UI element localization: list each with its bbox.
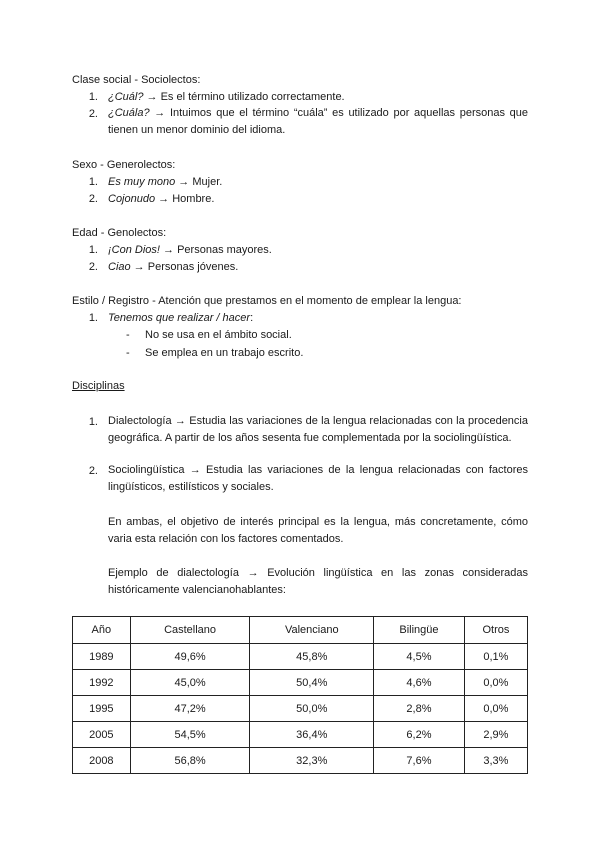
list-number: 1.: [88, 416, 98, 428]
section-heading-edad: Edad - Genolectos:: [72, 227, 167, 239]
example-phrase: ¿Cuála?: [108, 107, 150, 119]
list-number: 2.: [88, 465, 98, 477]
table-cell: 47,2%: [130, 696, 250, 722]
table-cell: 4,6%: [374, 670, 465, 696]
arrow: →: [143, 91, 161, 103]
discipline-item: Dialectología → Estudia las variaciones de la lengua relacionadas con la procedencia geográfica. A partir de los años sesenta fue complementada por la sociolingüística.: [108, 415, 528, 444]
table-cell: 2005: [73, 722, 131, 748]
item-text: Personas jóvenes.: [147, 261, 239, 273]
list-number: 1.: [88, 91, 98, 103]
item-text: Mujer.: [192, 176, 223, 188]
column-header: Año: [73, 617, 131, 644]
list-item: [108, 175, 222, 189]
column-header: Castellano: [130, 617, 250, 644]
list-item: [108, 311, 253, 325]
table-cell: 0,1%: [464, 644, 527, 670]
example-phrase: ¿Cuál?: [108, 91, 144, 103]
sub-item: Se emplea en un trabajo escrito.: [145, 347, 304, 359]
table-cell: 49,6%: [130, 644, 250, 670]
list-number: 2.: [88, 193, 98, 205]
table-row: [73, 696, 528, 722]
discipline-item: Sociolingüística → Estudia las variaciones de la lengua relacionadas con factores lingüísticos, estilísticos y sociales.: [108, 464, 528, 493]
table-cell: 54,5%: [130, 722, 250, 748]
list-number: 1.: [88, 244, 98, 256]
table-cell: 4,5%: [374, 644, 465, 670]
list-number: 1.: [88, 312, 98, 324]
column-header: Otros: [464, 617, 527, 644]
table-cell: 1992: [73, 670, 131, 696]
dash-bullet: -: [126, 329, 130, 341]
section-heading-estilo: Estilo / Registro - Atención que prestamos en el momento de emplear la lengua:: [72, 295, 462, 307]
list-item: [108, 260, 238, 274]
paragraph: En ambas, el objetivo de interés principal es la lengua, más concretamente, cómo varia esta relación con los factores comentados.: [108, 516, 528, 545]
table-cell: 45,8%: [250, 644, 374, 670]
table-cell: 32,3%: [250, 748, 374, 774]
item-text: Personas mayores.: [177, 244, 272, 256]
table-cell: 2008: [73, 748, 131, 774]
column-header: Valenciano: [250, 617, 374, 644]
example-phrase: ¡Con Dios!: [108, 244, 160, 256]
example-phrase: Tenemos que realizar / hacer: [108, 312, 251, 324]
item-text: Hombre.: [172, 193, 215, 205]
table-cell: 0,0%: [464, 670, 527, 696]
example-phrase: Es muy mono: [108, 176, 176, 188]
example-phrase: Cojonudo: [108, 193, 156, 205]
table-cell: 45,0%: [130, 670, 250, 696]
table-row: [73, 644, 528, 670]
item-colon: :: [250, 312, 254, 324]
data-table: [72, 616, 528, 774]
column-header: Bilingüe: [374, 617, 465, 644]
table-cell: 6,2%: [374, 722, 465, 748]
table-cell: 2,8%: [374, 696, 465, 722]
list-number: 2.: [88, 108, 98, 120]
list-item: [108, 105, 528, 139]
table-cell: 1995: [73, 696, 131, 722]
example-phrase: Ciao: [108, 261, 131, 273]
section-heading-clase: Clase social - Sociolectos:: [72, 74, 201, 86]
table-cell: 50,0%: [250, 696, 374, 722]
list-number: 1.: [88, 176, 98, 188]
arrow: →: [175, 176, 193, 188]
table-cell: 50,4%: [250, 670, 374, 696]
table-row: [73, 722, 528, 748]
arrow: →: [130, 261, 148, 273]
sub-item: No se usa en el ámbito social.: [145, 329, 292, 341]
dash-bullet: -: [126, 347, 130, 359]
list-number: 2.: [88, 261, 98, 273]
item-text: Intuimos que el término “cuála” es utilizado por aquellas personas que tienen un menor dominio del idioma.: [108, 107, 528, 136]
section-heading-sexo: Sexo - Generolectos:: [72, 159, 176, 171]
arrow: →: [149, 107, 170, 119]
table-header-row: [73, 617, 528, 644]
item-text: Es el término utilizado correctamente.: [160, 91, 345, 103]
table-row: [73, 748, 528, 774]
paragraph: Ejemplo de dialectología → Evolución lingüística en las zonas consideradas históricamente valencianohablantes:: [108, 567, 528, 596]
table-row: [73, 670, 528, 696]
table-cell: 36,4%: [250, 722, 374, 748]
disciplinas-title: Disciplinas: [72, 380, 125, 392]
table-cell: 0,0%: [464, 696, 527, 722]
list-item: [108, 192, 214, 206]
arrow: →: [155, 193, 173, 205]
table-cell: 7,6%: [374, 748, 465, 774]
list-item: [108, 243, 272, 257]
table-cell: 56,8%: [130, 748, 250, 774]
table-cell: 2,9%: [464, 722, 527, 748]
table-cell: 3,3%: [464, 748, 527, 774]
list-item: [108, 90, 345, 104]
arrow: →: [159, 244, 178, 256]
table-cell: 1989: [73, 644, 131, 670]
